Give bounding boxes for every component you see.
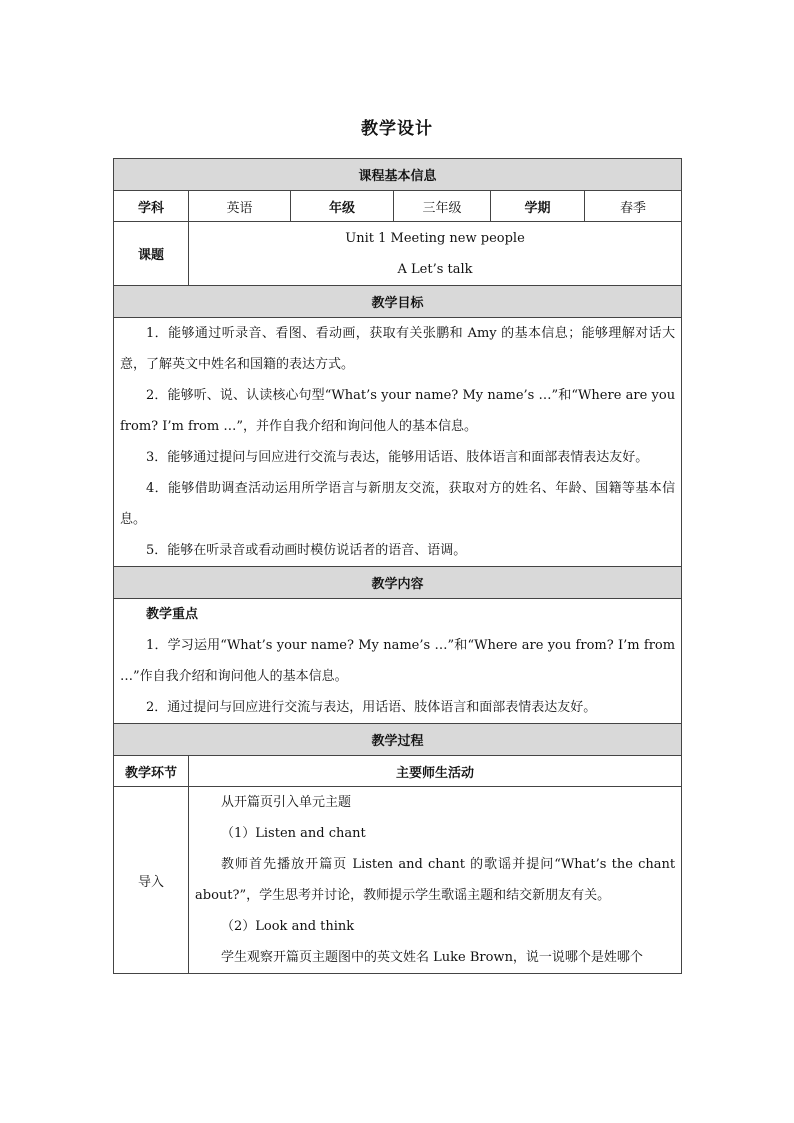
document-title: 教学设计 [361, 119, 433, 139]
objectives-cell [114, 318, 682, 567]
activity-line: 从开篇页引入单元主题 [221, 795, 352, 810]
topic-line-1: Unit 1 Meeting new people [345, 230, 525, 246]
objective-item: 2．能够听、说、认读核心句型“What’s your name? My name’s …”和“Where are you from? I’m from …”，并作自我介绍和询问他人的基本信息。 [120, 388, 676, 434]
basic-info-header: 课程基本信息 [114, 159, 682, 191]
objective-item: 5．能够在听录音或看动画时模仿说话者的语音、语调。 [146, 543, 467, 558]
activity-line: （1）Listen and chant [221, 826, 366, 841]
objective-item: 4．能够借助调查活动运用所学语言与新朋友交流，获取对方的姓名、年龄、国籍等基本信息。 [120, 481, 676, 527]
objective-item: 1．能够通过听录音、看图、看动画，获取有关张鹏和 Amy 的基本信息；能够理解对话大意，了解英文中姓名和国籍的表达方式。 [120, 326, 676, 372]
term-label: 学期 [491, 191, 585, 222]
activity-line: （2）Look and think [221, 919, 355, 934]
grade-value: 三年级 [394, 191, 491, 222]
objectives-header: 教学目标 [114, 286, 682, 318]
content-header: 教学内容 [114, 567, 682, 599]
content-cell [114, 599, 682, 724]
stage-name: 导入 [114, 787, 189, 974]
process-col-stage: 教学环节 [114, 756, 189, 787]
activity-line: 学生观察开篇页主题图中的英文姓名 Luke Brown，说一说哪个是姓哪个 [221, 950, 643, 965]
topic-label: 课题 [114, 222, 189, 286]
process-col-activities: 主要师生活动 [189, 756, 682, 787]
subject-value: 英语 [189, 191, 291, 222]
content-item: 1．学习运用“What’s your name? My name’s …”和“Where are you from? I’m from …”作自我介绍和询问他人的基本信息。 [120, 638, 676, 684]
content-item: 2．通过提问与回应进行交流与表达，用话语、肢体语言和面部表情表达友好。 [146, 700, 597, 715]
term-value: 春季 [585, 191, 682, 222]
topic-cell [189, 222, 682, 286]
key-points-label: 教学重点 [146, 607, 199, 622]
process-header: 教学过程 [114, 724, 682, 756]
stage-activities [189, 787, 682, 974]
subject-label: 学科 [114, 191, 189, 222]
activity-line: 教师首先播放开篇页 Listen and chant 的歌谣并提问“What’s the chant about?”，学生思考并讨论，教师提示学生歌谣主题和结交新朋友有关。 [195, 857, 676, 903]
topic-line-2: A Let’s talk [397, 261, 473, 277]
grade-label: 年级 [291, 191, 394, 222]
lesson-plan-table [113, 158, 682, 974]
objective-item: 3．能够通过提问与回应进行交流与表达，能够用话语、肢体语言和面部表情表达友好。 [146, 450, 649, 465]
